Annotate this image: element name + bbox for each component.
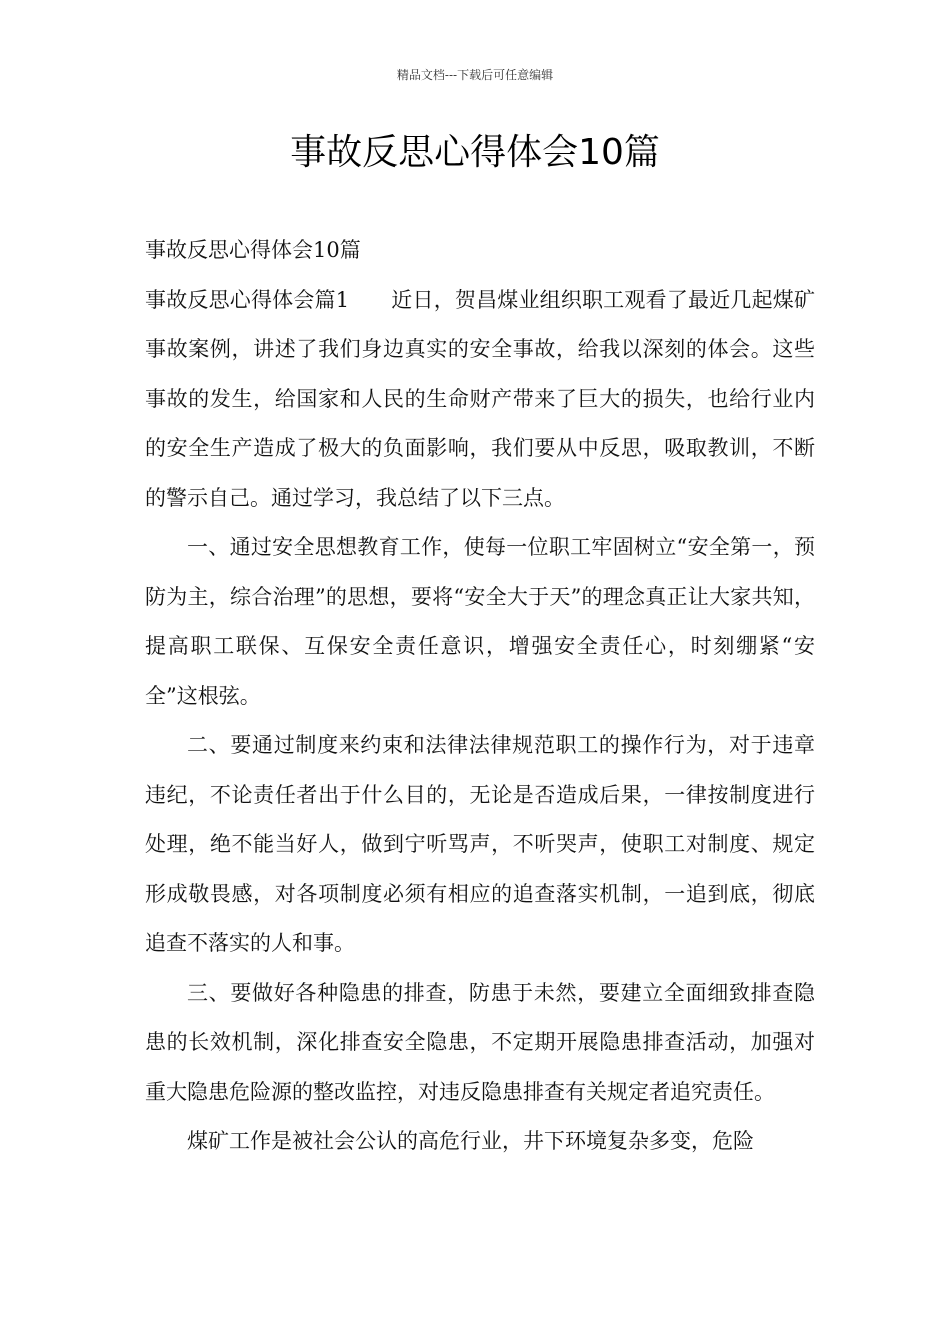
paragraph-5: 煤矿工作是被社会公认的高危行业，井下环境复杂多变，危险	[187, 1129, 754, 1153]
paragraph-1-text: 近日，贺昌煤业组织职工观看了最近几起煤矿事故案例，讲述了我们身边真实的安全事故，给我以深刻的体会。这些事故的发生，给国家和人民的生命财产带来了巨大的损失，也给行业内的安全生产造成了极大的负面影响，我们要从中反思，吸取教训，不断的警示自己。通过学习，我总结了以下三点。	[145, 287, 815, 510]
document-body	[145, 226, 815, 1167]
paragraph-2: 一、通过安全思想教育工作，使每一位职工牢固树立“安全第一，预防为主，综合治理”的思想，要将“安全大于天”的理念真正让大家共知，提高职工联保、互保安全责任意识，增强安全责任心，时刻绷紧“安全”这根弦。	[145, 535, 815, 708]
paragraph-1	[145, 276, 815, 524]
page-header-note: 精品文档---下载后可任意编辑	[396, 68, 554, 82]
document-subtitle: 事故反思心得体会10篇	[145, 238, 361, 262]
section-label: 事故反思心得体会篇1	[145, 287, 350, 312]
paragraph-3: 二、要通过制度来约束和法律法律规范职工的操作行为，对于违章违纪，不论责任者出于什么目的，无论是否造成后果，一律按制度进行处理，绝不能当好人，做到宁听骂声，不听哭声，使职工对制度、规定形成敬畏感，对各项制度必须有相应的追查落实机制，一追到底，彻底追查不落实的人和事。	[145, 733, 815, 955]
paragraph-4: 三、要做好各种隐患的排查，防患于未然，要建立全面细致排查隐患的长效机制，深化排查安全隐患，不定期开展隐患排查活动，加强对重大隐患危险源的整改监控，对违反隐患排查有关规定者追究责任。	[145, 980, 815, 1104]
document-title: 事故反思心得体会10篇	[290, 132, 660, 173]
